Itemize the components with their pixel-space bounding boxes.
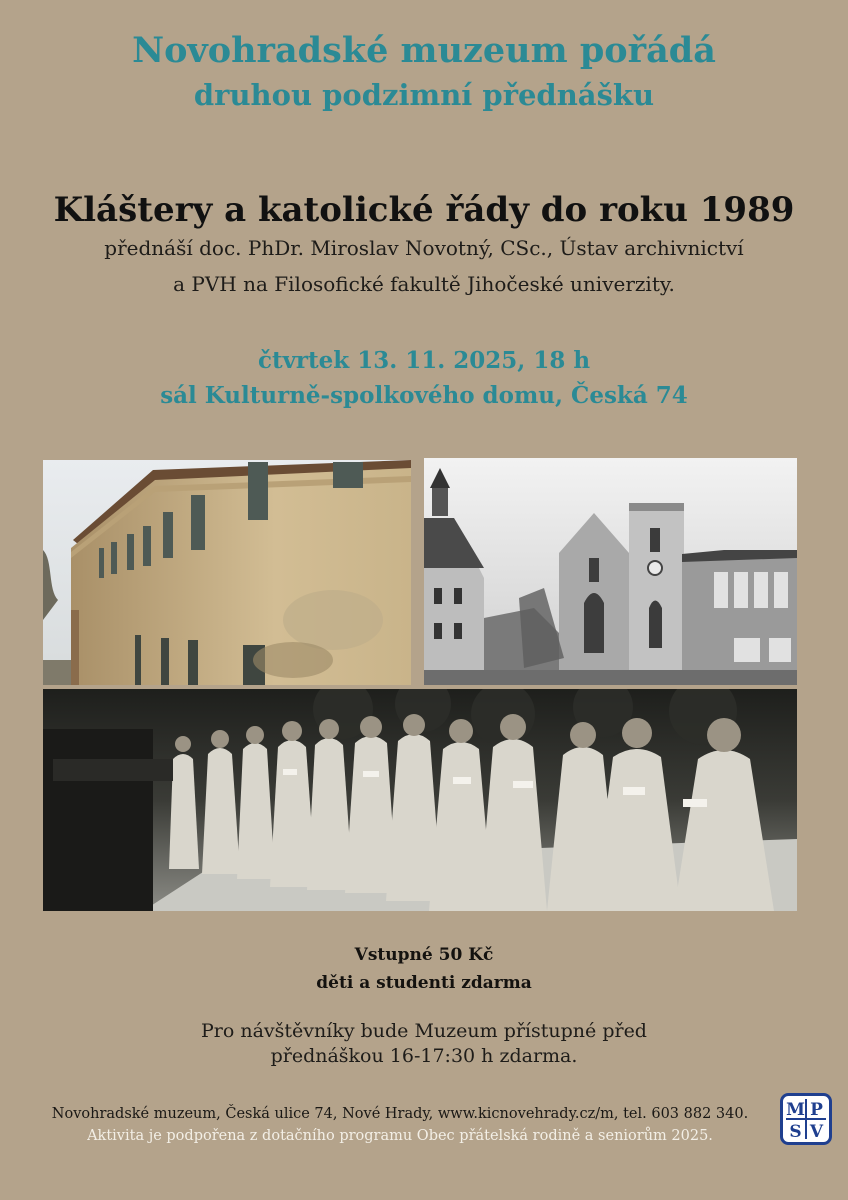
admission-free: děti a studenti zdarma: [316, 973, 532, 993]
footer-contact: Novohradské muzeum, Česká ulice 74, Nové Hrady, www.kicnovehrady.cz/m, tel. 603 882 340.: [51, 1106, 749, 1122]
svg-text:V: V: [809, 1122, 824, 1142]
church-ruins-photo: [424, 458, 797, 685]
event-venue: sál Kulturně-spolkového domu, Česká 74: [160, 382, 688, 409]
lecture-title: Kláštery a katolické řády do roku 1989: [53, 190, 795, 230]
admission-price: Vstupné 50 Kč: [354, 945, 494, 965]
mpsv-logo: [780, 1093, 832, 1145]
svg-text:S: S: [789, 1122, 802, 1142]
event-datetime: čtvrtek 13. 11. 2025, 18 h: [257, 347, 591, 374]
headline-organizer: Novohradské muzeum pořádá: [132, 30, 716, 71]
speaker-line-2: a PVH na Filosofické fakultě Jihočeské univerzity.: [173, 272, 675, 296]
monastery-building-photo: [43, 460, 411, 685]
headline-subtitle: druhou podzimní přednášku: [193, 78, 655, 112]
speaker-line-1: přednáší doc. PhDr. Miroslav Novotný, CSc., Ústav archivnictví: [104, 236, 744, 260]
museum-open-note-line-1: Pro návštěvníky bude Muzeum přístupné před: [201, 1020, 647, 1042]
museum-open-note-line-2: přednáškou 16-17:30 h zdarma.: [270, 1045, 578, 1067]
friars-procession-photo: [43, 689, 797, 911]
svg-text:P: P: [810, 1100, 823, 1120]
svg-text:M: M: [786, 1100, 805, 1120]
footer-support: Aktivita je podpořena z dotačního programu Obec přátelská rodině a seniorům 2025.: [87, 1128, 713, 1144]
